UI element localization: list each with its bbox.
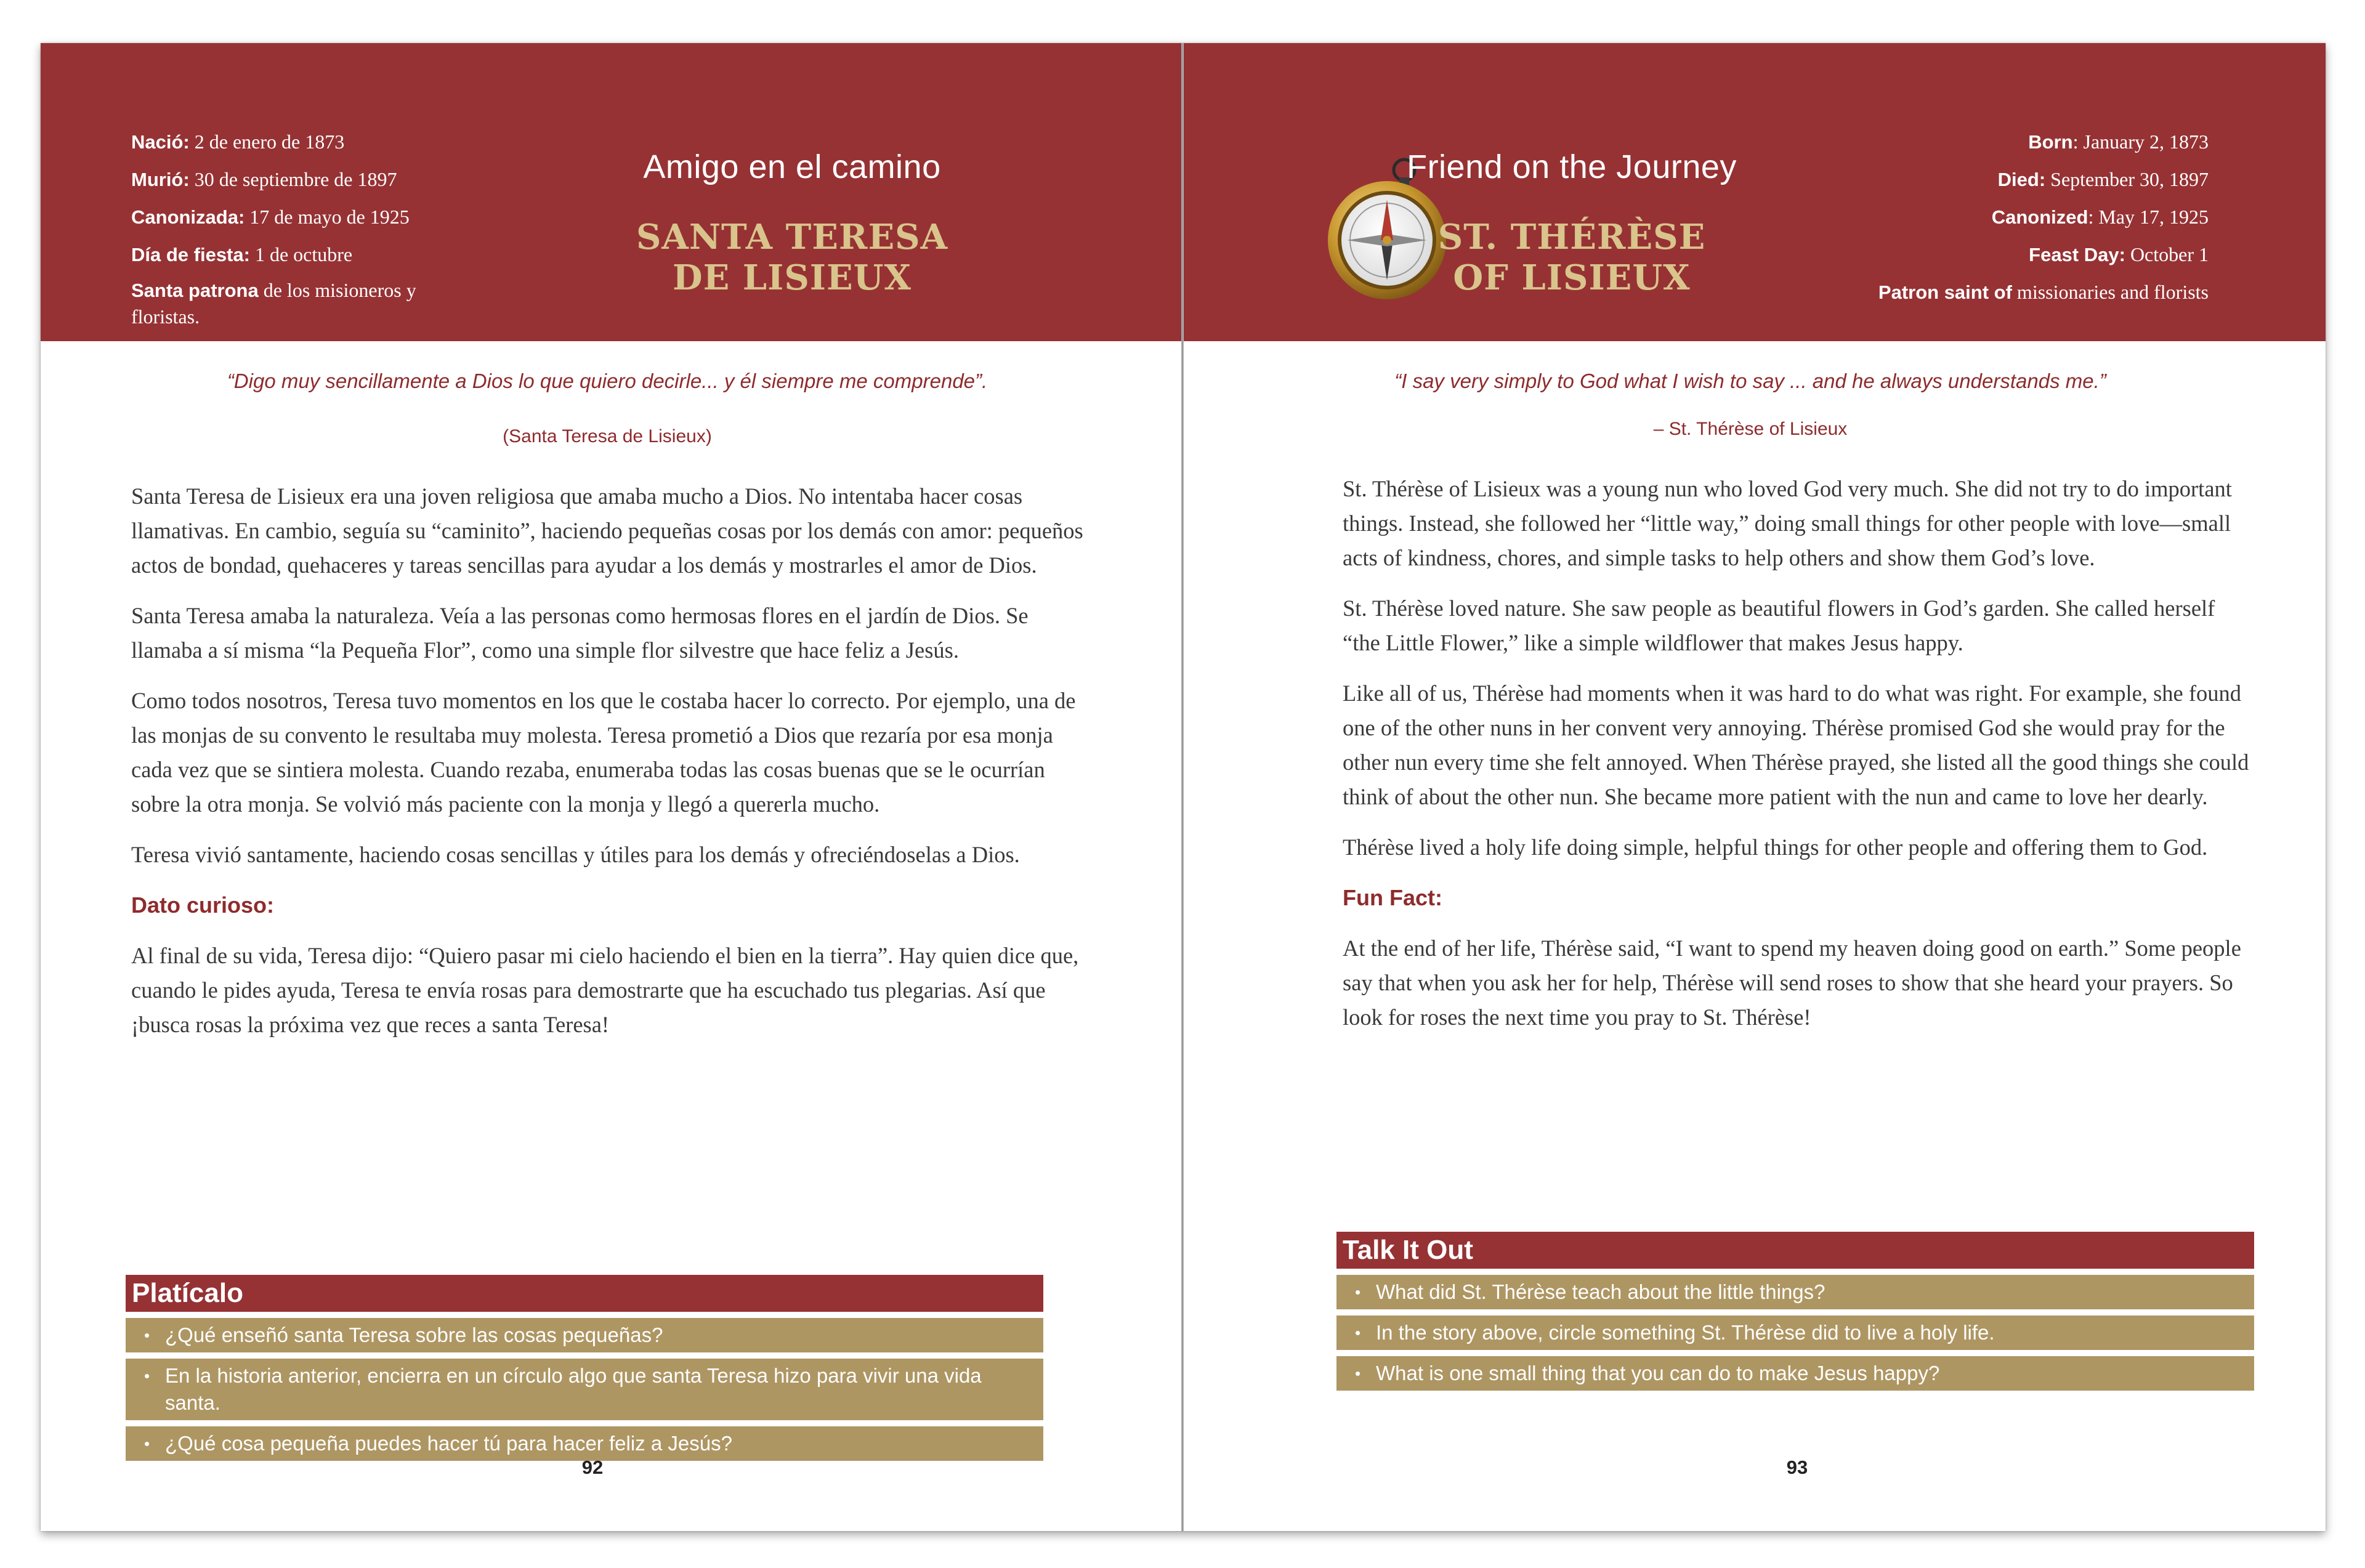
left-page — [41, 43, 1181, 1531]
right-page — [1184, 43, 2326, 1531]
quote-attribution: (Santa Teresa de Lisieux) — [503, 426, 712, 447]
paragraph: Santa Teresa amaba la naturaleza. Veía a las personas como hermosas flores en el jardín de Dios. Se llamaba a sí misma “la Pequeña Flor”, como una simple flor silvestre que hace feliz a Jesús. — [131, 603, 1029, 663]
fun-fact-text: At the end of her life, Thérèse said, “I want to spend my heaven doing good on earth.” Some people say that when you ask her for help, Thérèse will send roses to show that she heard your prayers. So look for roses the next time you pray to St. Thérèse! — [1343, 936, 2241, 1030]
left-body — [131, 479, 1086, 1058]
discussion-question: • En la historia anterior, encierra en un círculo algo que santa Teresa hizo para vivir una vida santa. — [126, 1359, 1043, 1420]
fun-fact-text: Al final de su vida, Teresa dijo: “Quiero pasar mi cielo haciendo el bien en la tierra”. Hay quien dice que, cuando le pides ayuda, Teresa te envía rosas para demostrarte que ha escuchado tus plegarias. Así que ¡busca rosas la próxima vez que reces a santa Teresa! — [131, 943, 1079, 1037]
series-title: Amigo en el camino — [643, 148, 941, 185]
fact-feast-day: Día de fiesta: 1 de octubre — [131, 243, 353, 265]
right-facts — [1878, 123, 2209, 311]
paragraph: St. Thérèse loved nature. She saw people as beautiful flowers in God’s garden. She called herself “the Little Flower,” like a simple wildflower that makes Jesus happy. — [1343, 596, 2215, 655]
saint-name: SANTA TERESA DE LISIEUX — [636, 217, 948, 298]
left-banner — [41, 43, 1181, 341]
fact-born: Nació: 2 de enero de 1873 — [131, 131, 345, 153]
right-body — [1343, 472, 2254, 1051]
discussion-question: • What did St. Thérèse teach about the little things? — [1336, 1275, 2254, 1309]
fact-canonized: Canonizada: 17 de mayo de 1925 — [131, 206, 410, 228]
discussion-question: • What is one small thing that you can do to make Jesus happy? — [1336, 1356, 2254, 1391]
fact-born: Born: January 2, 1873 — [2028, 131, 2209, 153]
quote-attribution: – St. Thérèse of Lisieux — [1653, 419, 1848, 439]
discussion-question: • ¿Qué enseñó santa Teresa sobre las cosas pequeñas? — [126, 1318, 1043, 1352]
paragraph: Like all of us, Thérèse had moments when it was hard to do what was right. For example, she found one of the other nuns in her convent very annoying. Thérèse promised God she would pray for the other nun every time she felt annoyed. When Thérèse prayed, she listed all the good things she could think of about the other nun. She became more patient with the nun and came to love her dearly. — [1343, 681, 2249, 809]
paragraph: St. Thérèse of Lisieux was a young nun who loved God very much. She did not try to do important things. Instead, she followed her “little way,” doing small things for other people with love—small acts of kindness, chores, and simple tasks to help others and show them God’s love. — [1343, 476, 2232, 570]
fact-died: Died: September 30, 1897 — [1997, 168, 2209, 190]
left-facts — [131, 123, 476, 329]
saint-name: ST. THÉRÈSE OF LISIEUX — [1437, 217, 1706, 298]
series-title: Friend on the Journey — [1407, 148, 1737, 185]
saint-quote: “Digo muy sencillamente a Dios lo que quiero decirle... y él siempre me comprende”. — [227, 370, 988, 392]
discussion-question: • In the story above, circle something St. Thérèse did to live a holy life. — [1336, 1315, 2254, 1350]
discussion-question: • ¿Qué cosa pequeña puedes hacer tú para hacer feliz a Jesús? — [126, 1426, 1043, 1461]
paragraph: Como todos nosotros, Teresa tuvo momentos en los que le costaba hacer lo correcto. Por ejemplo, una de las monjas de su convento le resultaba muy molesta. Teresa prometió a Dios que rezaría por esa monja cada vez que se sintiera molesta. Cuando rezaba, enumeraba todas las cosas buenas que se le ocurrían sobre la otra monja. Se volvió más paciente con la monja y llegó a quererla mucho. — [131, 688, 1076, 817]
fun-fact-heading: Fun Fact: — [1343, 885, 1442, 910]
paragraph: Santa Teresa de Lisieux era una joven religiosa que amaba mucho a Dios. No intentaba hacer cosas llamativas. En cambio, seguía su “caminito”, haciendo pequeñas cosas por los demás con amor: pequeños actos de bondad, quehaceres y tareas sencillas para ayudar a los demás y mostrarles el amor de Dios. — [131, 483, 1083, 578]
fact-patron: Santa patrona de los misioneros y floristas. — [131, 279, 416, 328]
paragraph: Thérèse lived a holy life doing simple, helpful things for other people and offering them to God. — [1343, 835, 2208, 860]
fact-patron: Patron saint of missionaries and florists — [1878, 281, 2209, 303]
page-number: 93 — [1786, 1457, 1808, 1478]
discussion-heading: Platícalo — [126, 1275, 1043, 1312]
fact-feast-day: Feast Day: October 1 — [2029, 243, 2209, 265]
saint-quote: “I say very simply to God what I wish to say ... and he always understands me.” — [1394, 370, 2106, 392]
paragraph: Teresa vivió santamente, haciendo cosas sencillas y útiles para los demás y ofreciéndoselas a Dios. — [131, 842, 1020, 867]
right-discussion-box — [1336, 1232, 2254, 1391]
fun-fact-heading: Dato curioso: — [131, 892, 275, 918]
left-discussion-box — [126, 1275, 1043, 1461]
fact-died: Murió: 30 de septiembre de 1897 — [131, 168, 397, 190]
book-spread — [41, 43, 2326, 1531]
page-number: 92 — [581, 1457, 604, 1478]
right-banner — [1184, 43, 2326, 341]
discussion-heading: Talk It Out — [1336, 1232, 2254, 1269]
fact-canonized: Canonized: May 17, 1925 — [1991, 206, 2209, 228]
